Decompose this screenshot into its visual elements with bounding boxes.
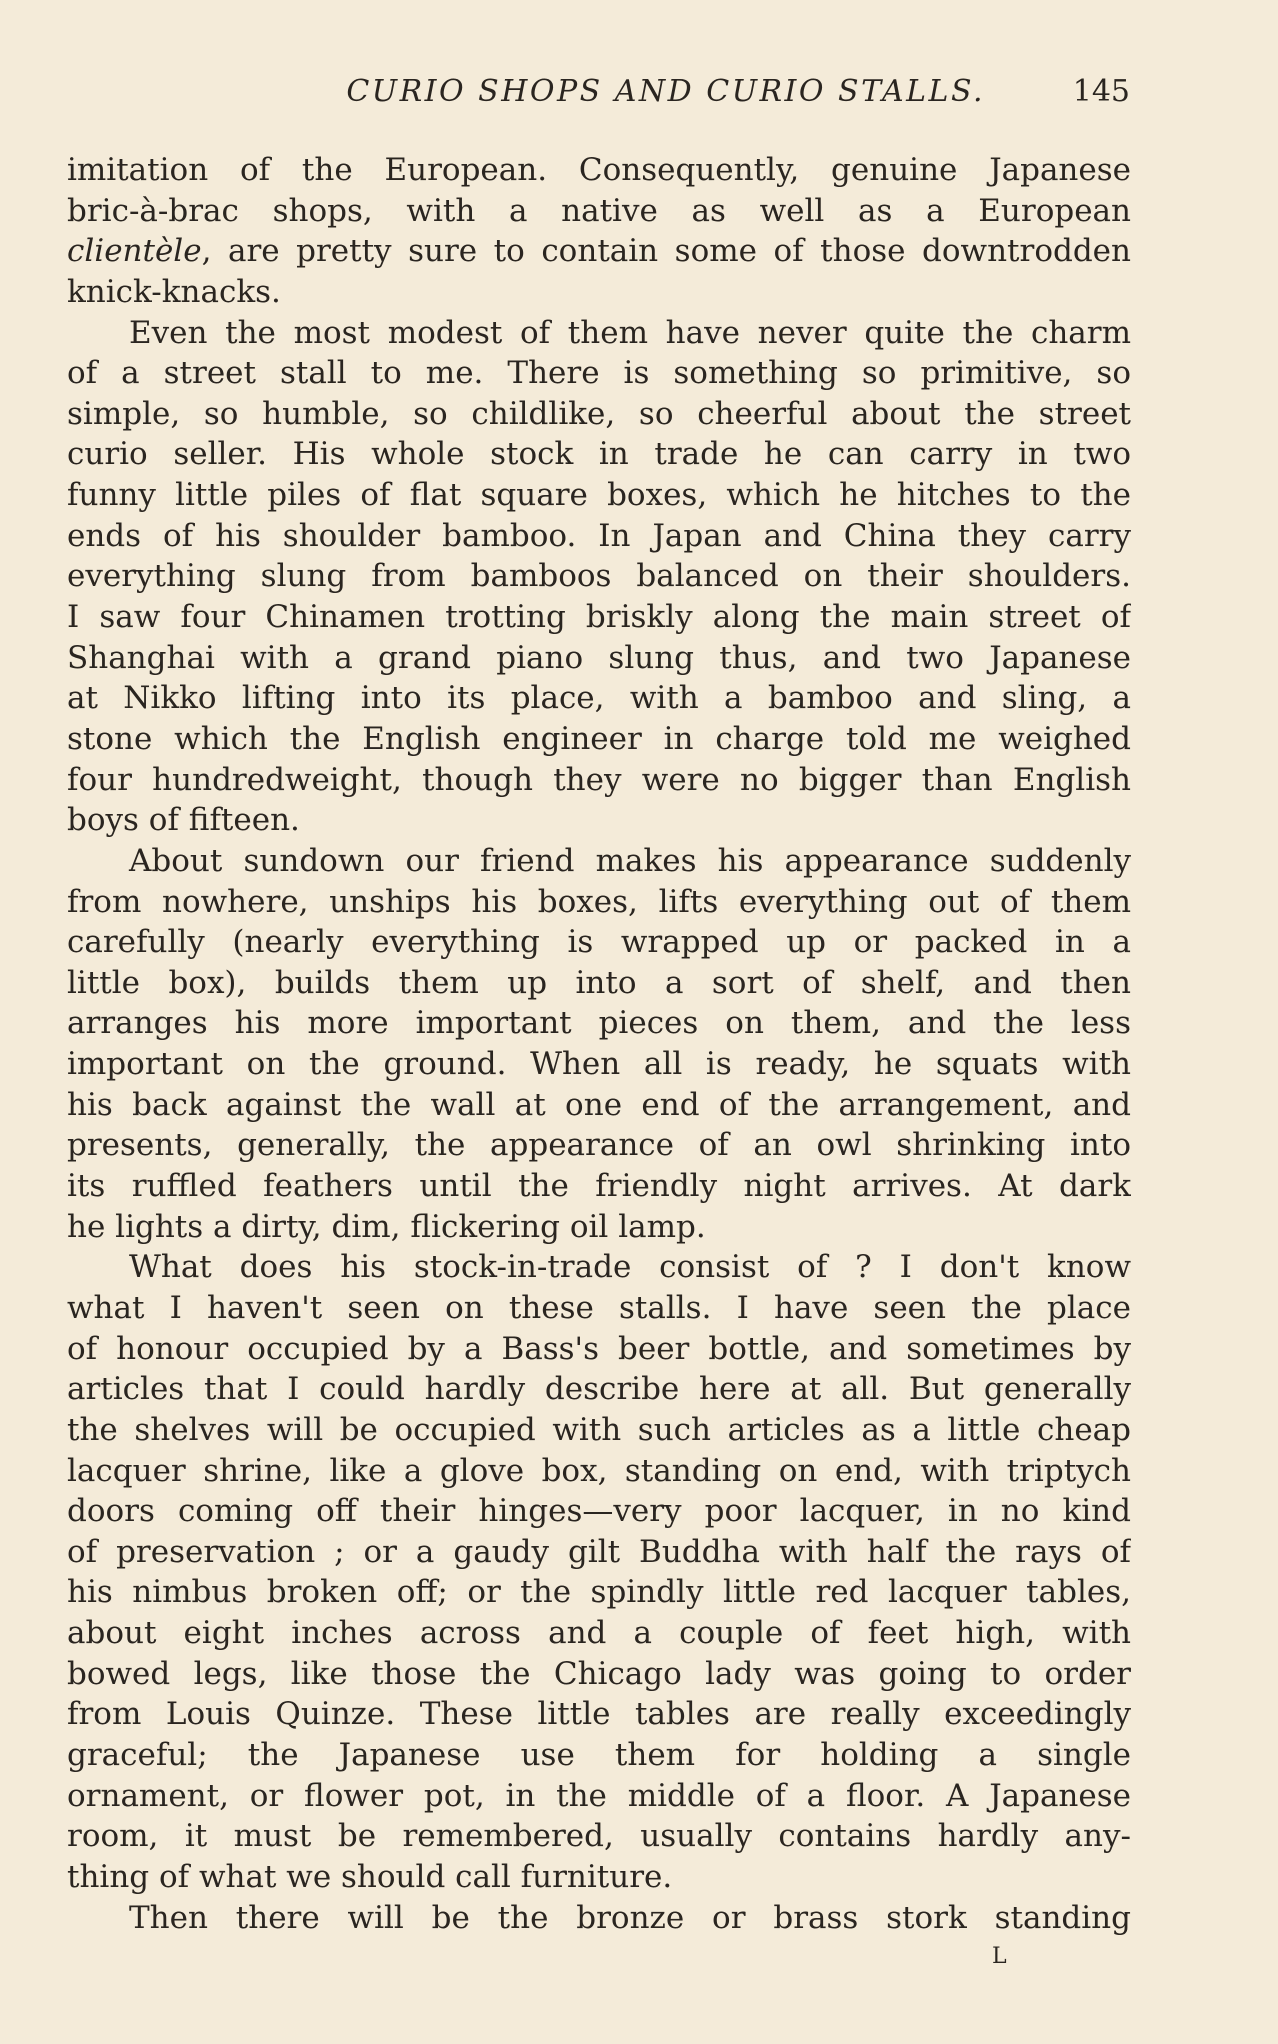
text-line: his nimbus broken off; or the spindly little red lacquer tables, (67, 1574, 1131, 1611)
text-line: imitation of the European. Consequently, genuine Japanese (67, 152, 1131, 188)
text-line: important on the ground. When all is ready, he squats with (67, 1046, 1131, 1083)
text-line: ornament, or flower pot, in the middle of a floor. A Japanese (67, 1777, 1131, 1814)
text-line: About sundown our friend makes his appearance suddenly (129, 842, 1131, 879)
text-line: ends of his shoulder bamboo. In Japan and China they carry (67, 517, 1131, 554)
text-line: boys of fifteen. (67, 802, 300, 839)
text-line: funny little piles of flat square boxes, which he hitches to the (67, 477, 1131, 514)
text-line: lacquer shrine, like a glove box, standing on end, with triptych (67, 1452, 1131, 1489)
text-line: clientèle, are pretty sure to contain some of those downtrodden (67, 233, 1131, 270)
text-line: four hundredweight, though they were no bigger than English (67, 761, 1131, 798)
text-line: at Nikko lifting into its place, with a bamboo and sling, a (67, 680, 1131, 717)
running-title: CURIO SHOPS AND CURIO STALLS. (346, 74, 985, 109)
text-line: from nowhere, unships his boxes, lifts everything out of them (67, 883, 1131, 920)
text-line: Even the most modest of them have never quite the charm (129, 314, 1131, 351)
text-line: everything slung from bamboos balanced on their shoulders. (67, 558, 1131, 595)
text-line: Then there will be the bronze or brass stork standing (129, 1899, 1131, 1936)
text-line: arranges his more important pieces on them, and the less (67, 1005, 1131, 1042)
page-number: 145 (1072, 74, 1130, 109)
text-line: presents, generally, the appearance of an owl shrinking into (67, 1127, 1131, 1164)
text-line: little box), builds them up into a sort of shelf, and then (67, 964, 1131, 1001)
text-line: thing of what we should call furniture. (67, 1858, 673, 1895)
text-line: room, it must be remembered, usually contains hardly any- (67, 1818, 1131, 1855)
body-text (67, 150, 1131, 1938)
signature-mark: L (992, 1944, 1008, 1969)
text-line: he lights a dirty, dim, flickering oil lamp. (67, 1208, 706, 1245)
text-line: What does his stock-in-trade consist of ? I don't know (129, 1249, 1131, 1286)
text-line: of honour occupied by a Bass's beer bottle, and sometimes by (67, 1330, 1131, 1367)
text-line: of preservation ; or a gaudy gilt Buddha with half the rays of (67, 1533, 1131, 1570)
text-line: stone which the English engineer in charge told me weighed (67, 720, 1131, 757)
running-head (0, 74, 1130, 118)
text-line: I saw four Chinamen trotting briskly along the main street of (67, 599, 1131, 636)
text-line: Shanghai with a grand piano slung thus, and two Japanese (67, 639, 1131, 676)
text-line: knick-knacks. (67, 273, 281, 310)
text-line: articles that I could hardly describe here at all. But generally (67, 1371, 1131, 1408)
text-line: graceful; the Japanese use them for holding a single (67, 1736, 1131, 1773)
text-line: carefully (nearly everything is wrapped up or packed in a (67, 924, 1131, 961)
text-line: curio seller. His whole stock in trade he can carry in two (67, 436, 1131, 473)
text-line: doors coming off their hinges—very poor lacquer, in no kind (67, 1493, 1131, 1530)
text-line: bric-à-brac shops, with a native as well as a European (67, 192, 1131, 229)
text-line: from Louis Quinze. These little tables are really exceedingly (67, 1696, 1131, 1733)
text-line: its ruffled feathers until the friendly night arrives. At dark (67, 1168, 1131, 1205)
text-line: the shelves will be occupied with such articles as a little cheap (67, 1411, 1131, 1448)
text-line: of a street stall to me. There is something so primitive, so (67, 355, 1131, 392)
text-line: about eight inches across and a couple of feet high, with (67, 1615, 1131, 1652)
text-line: what I haven't seen on these stalls. I have seen the place (67, 1289, 1131, 1326)
text-line: bowed legs, like those the Chicago lady was going to order (67, 1655, 1131, 1692)
text-line: simple, so humble, so childlike, so cheerful about the street (67, 395, 1131, 432)
italic-word: clientèle (67, 233, 202, 270)
text-line: his back against the wall at one end of the arrangement, and (67, 1086, 1131, 1123)
